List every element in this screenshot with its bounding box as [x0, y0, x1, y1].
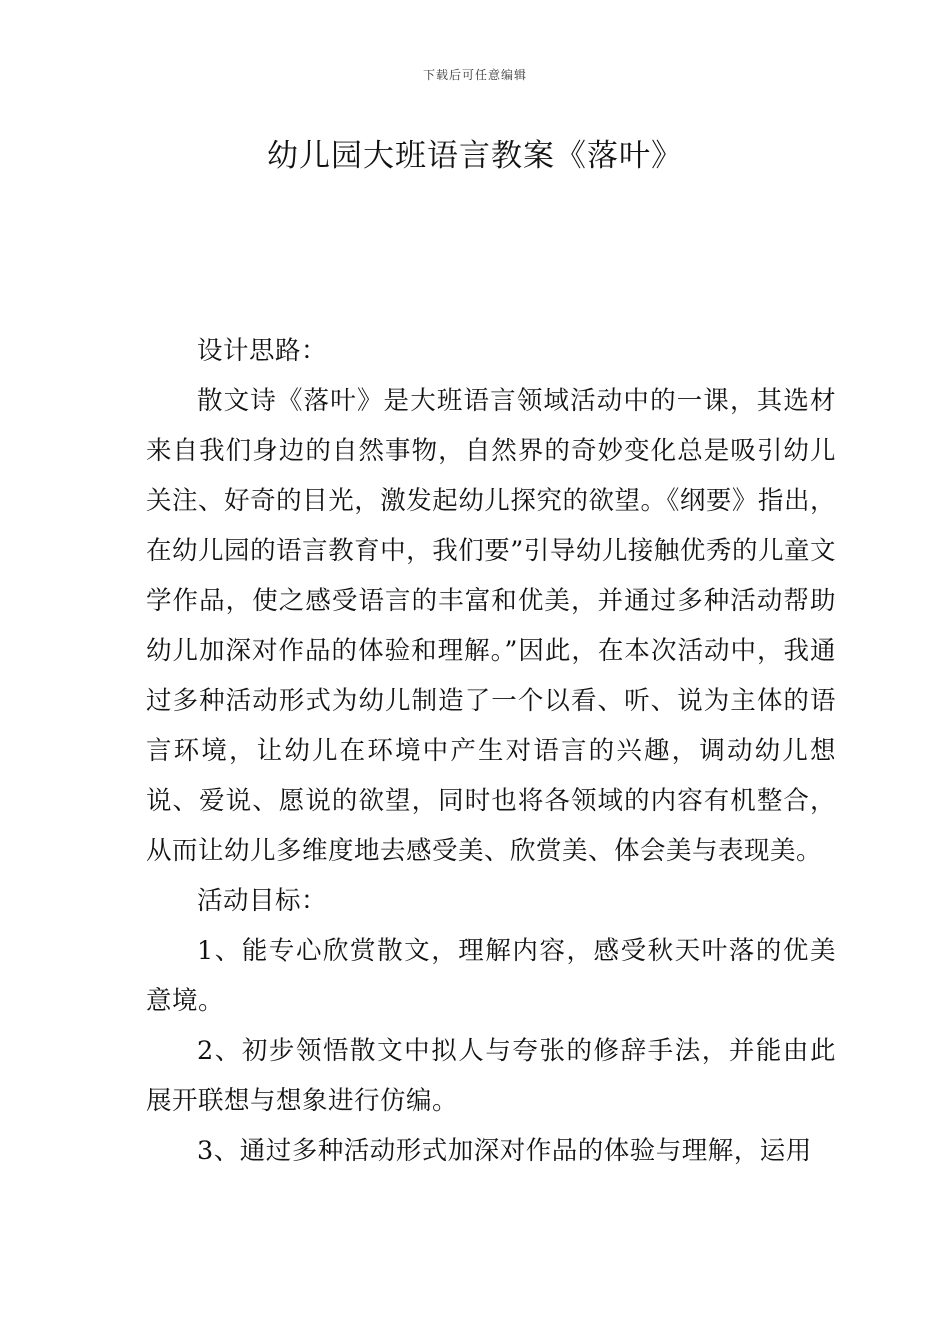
document-title: 幼儿园大班语言教案《落叶》 [267, 138, 683, 174]
section-heading-goals: 活动目标： [197, 886, 328, 916]
goal-item-2: 2、初步领悟散文中拟人与夸张的修辞手法，并能由此展开联想与想象进行仿编。 [146, 1036, 836, 1116]
goal-item-3: 3、通过多种活动形式加深对作品的体验与理解，运用 [197, 1136, 812, 1166]
goal-item-1: 1、能专心欣赏散文，理解内容，感受秋天叶落的优美意境。 [146, 936, 836, 1016]
section-heading-design: 设计思路： [197, 336, 328, 366]
paragraph-design-idea: 散文诗《落叶》是大班语言领域活动中的一课，其选材来自我们身边的自然事物，自然界的奇妙变化总是吸引幼儿关注、好奇的目光，激发起幼儿探究的欲望。《纲要》指出，在幼儿园的语言教育中，我们要”引导幼儿接触优秀的儿童文学作品，使之感受语言的丰富和优美，并通过多种活动帮助幼儿加深对作品的体验和理解。”因此，在本次活动中，我通过多种活动形式为幼儿制造了一个以看、听、说为主体的语言环境，让幼儿在环境中产生对语言的兴趣，调动幼儿想说、爱说、愿说的欲望，同时也将各领域的内容有机整合，从而让幼儿多维度地去感受美、欣赏美、体会美与表现美。 [146, 386, 836, 866]
document-body [146, 326, 836, 1176]
header-note: 下载后可任意编辑 [422, 68, 527, 82]
